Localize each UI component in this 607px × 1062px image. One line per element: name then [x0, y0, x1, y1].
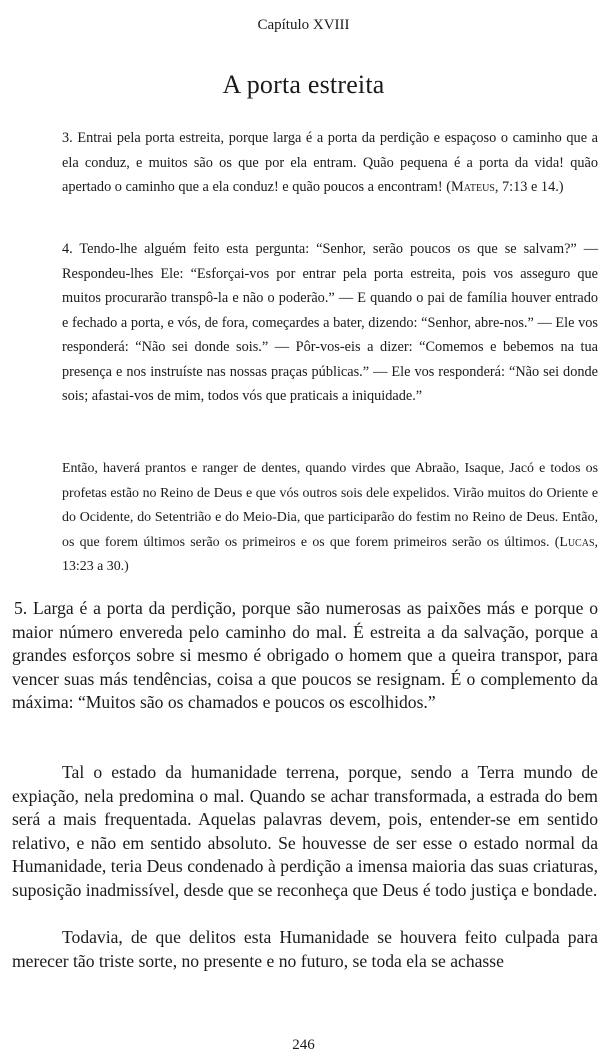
page-number: 246 [292, 1037, 315, 1053]
paragraph-text: Larga é a porta da perdição, porque são numerosas as paixões más e porque o maior número envereda pelo caminho do mal. É estreita a da salvação, porque a grandes esforços sobre si mesmo é obrigado o homem que a queira transpor, para vencer suas más tendências, coisa a que poucos se resignam. É o complemento da máxima: “Muitos são os chamados e poucos os escolhidos.” [12, 598, 598, 713]
reference-name: Mateus [451, 179, 495, 195]
body-paragraph-6: Tal o estado da humanidade terrena, porque, sendo a Terra mundo de expiação, nela predomina o mal. Quando se achar transformada, a estrada do bem será a mais frequentada. Aquelas palavras devem, pois, entender-se em sentido relativo, e não em sentido absoluto. Se houvesse de ser esse o estado normal da Humanidade, teria Deus condenado à perdição a imensa maioria das suas criaturas, suposição inadmissível, desde que se reconheça que Deus é todo justiça e bondade. [12, 762, 598, 900]
quote-paragraph-4 [62, 237, 598, 409]
paragraph-number: 5. [14, 598, 28, 618]
paragraph-number: 3. [62, 130, 73, 146]
reference-citation: , 13:23 a 30.) [62, 534, 598, 574]
paragraph-text: Tendo-lhe alguém feito esta pergunta: “Senhor, serão poucos os que se salvam?” — Respondeu-lhes Ele: “Esforçai-vos por entrar pela porta estreita, pois vos asseguro que muitos procurarão transpô-la e não o poderão.” — E quando o pai de família houver entrado e fechado a porta, e vós, de fora, começardes a bater, dizendo: “Senhor, abre-nos.” — Ele vos responderá: “Não sei donde sois.” — Pôr-vos-eis a dizer: “Comemos e bebemos na tua presença e nos instruíste nas nossas praças públicas.” — Ele vos responderá: “Não sei donde sois; afastai-vos de mim, todos vós que praticais a iniquidade.” [62, 241, 598, 404]
body-paragraph-5 [12, 597, 598, 715]
running-header: Capítulo XVIII [257, 17, 350, 33]
quote-paragraph-4-continued [62, 457, 598, 580]
paragraph-text: Entrai pela porta estreita, porque larga é a porta da perdição e espaçoso o caminho que a ela conduz, e muitos são os que por ela entram. Quão pequena é a porta da vida! quão apertado o caminho que a ela conduz! e quão poucos a encontram! ( [62, 130, 598, 195]
body-paragraph-7: Todavia, de que delitos esta Humanidade se houvera feito culpada para merecer tão triste sorte, no presente e no futuro, se toda ela se achasse [12, 927, 598, 971]
reference-name: Lucas [559, 534, 595, 550]
reference-citation: , 7:13 e 14.) [494, 179, 564, 195]
quote-paragraph-3 [62, 126, 598, 200]
paragraph-text: Então, haverá prantos e ranger de dentes, quando virdes que Abraão, Isaque, Jacó e todos os profetas estão no Reino de Deus e que vós outros sois dele expelidos. Virão muitos do Oriente e do Ocidente, do Setentrião e do Meio-Dia, que participarão do festim no Reino de Deus. Então, os que forem últimos serão os primeiros e os que forem primeiros serão os últimos. ( [62, 461, 598, 550]
chapter-title: A porta estreita [222, 70, 385, 99]
paragraph-number: 4. [62, 241, 73, 257]
